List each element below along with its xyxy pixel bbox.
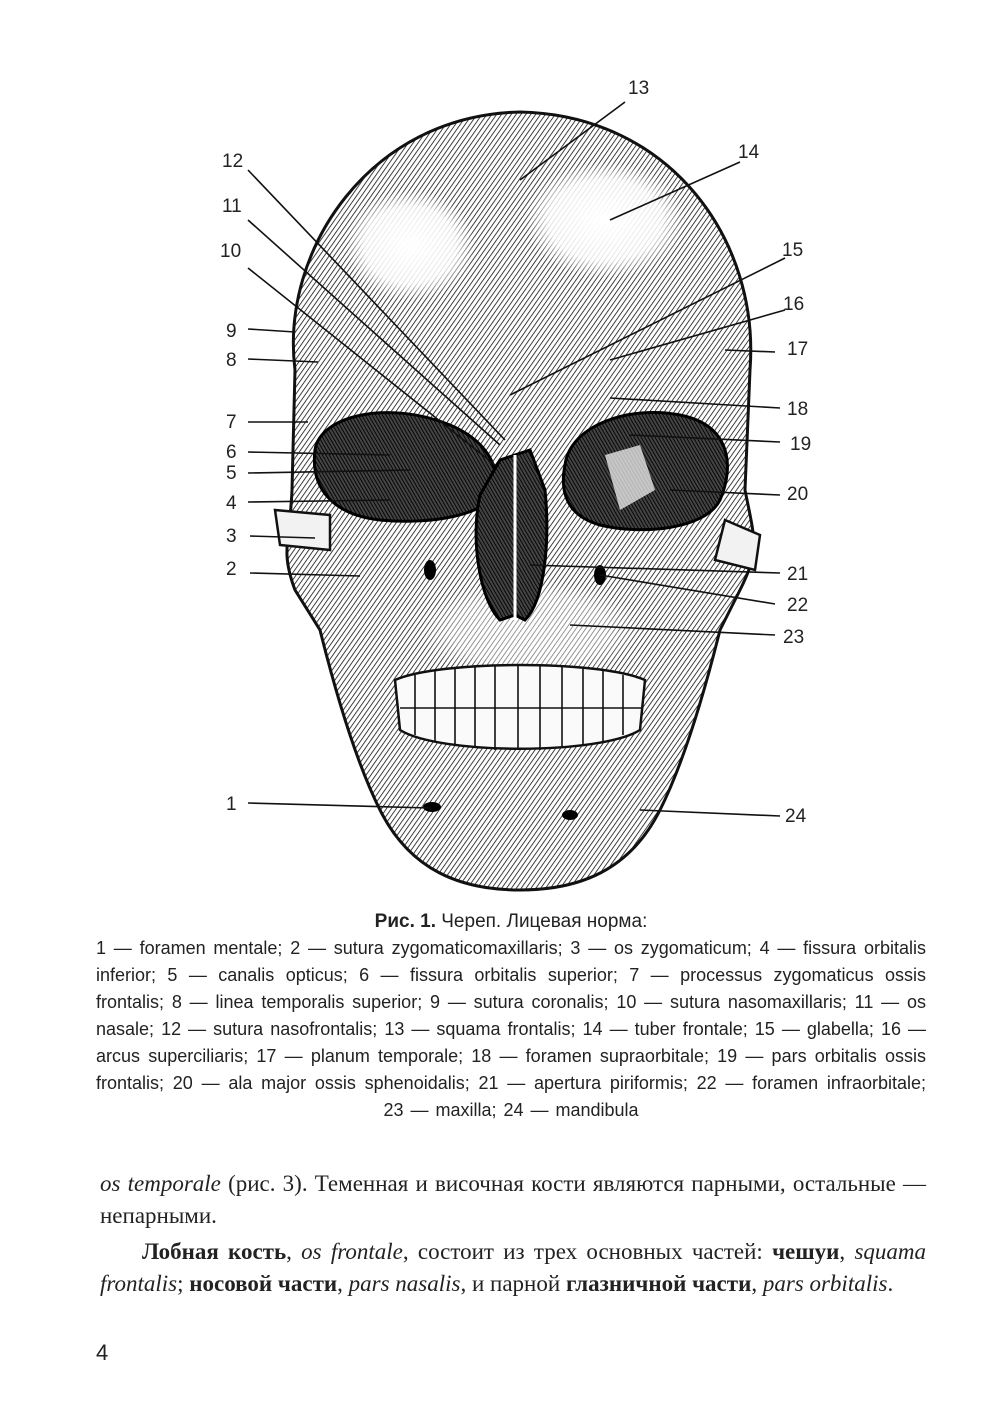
tuber-frontale-right [525,162,685,278]
foramen-infraorbitale-left [424,560,436,580]
text-fragment: , [839,1239,855,1264]
callout-19: 19 [790,434,812,455]
text-fragment: . [887,1271,894,1296]
foramen-mentale-left [423,802,441,812]
callout-18: 18 [787,399,809,420]
skull-figure [200,70,840,910]
text-fragment: , и парной [460,1271,566,1296]
callout-2: 2 [226,559,237,580]
callout-22: 22 [787,595,809,616]
skull-illustration [200,70,840,910]
zygomatic-left [275,510,330,550]
callout-15: 15 [782,240,804,261]
tuber-frontale-left [345,190,475,300]
callout-5: 5 [226,463,237,484]
callout-7: 7 [226,412,237,433]
caption-heading [96,908,926,935]
term-nosovoy-chasti: носовой части [189,1271,338,1296]
teeth [395,665,645,749]
term-squama-frontalis: squama frontalis [100,1239,926,1296]
term-pars-nasalis: pars nasalis [348,1271,461,1296]
text-fragment: , состоит из трех основных частей: [402,1239,773,1264]
body-text [100,1168,926,1300]
paragraph-1 [100,1168,926,1232]
callout-14: 14 [738,142,760,163]
callout-9: 9 [226,321,237,342]
foramen-mentale-right [562,810,578,820]
paragraph-1-text: (рис. 3). Теменная и височная кости являются парными, остальные — непарными. [100,1171,926,1228]
text-fragment: , [751,1271,763,1296]
callout-21: 21 [787,564,809,585]
term-glaznichnoy-chasti: глазничной части [565,1271,752,1296]
callout-17: 17 [787,339,809,360]
term-os-temporale: os temporale [100,1171,221,1196]
callout-6: 6 [226,442,237,463]
callout-24: 24 [785,806,807,827]
callout-4: 4 [226,493,237,514]
callout-16: 16 [783,294,805,315]
callout-8: 8 [226,350,237,371]
caption-legend: 1 — foramen mentale; 2 — sutura zygomaticomaxillaris; 3 — os zygomaticum; 4 — fissura orbitalis inferior; 5 — canalis opticus; 6 — fissura orbitalis superior; 7 — processus zygomaticus ossis frontalis; 8 — linea temporalis superior; 9 — sutura coronalis; 10 — sutura nasomaxillaris; 11 — os nasale; 12 — sutura nasofrontalis; 13 — squama frontalis; 14 — tuber frontale; 15 — glabella; 16 — arcus superciliaris; 17 — planum temporale; 18 — foramen supraorbitale; 19 — pars orbitalis ossis frontalis; 20 — ala major ossis sphenoidalis; 21 — apertura piriformis; 22 — foramen infraorbitale; 23 — maxilla; 24 — mandibula [96,938,926,1120]
term-lobnaya-kost: Лобная кость [142,1239,287,1264]
figure-caption [96,908,926,1124]
text-fragment: ; [177,1271,190,1296]
text-fragment: , [286,1239,302,1264]
callout-10: 10 [220,241,242,262]
callout-13: 13 [628,78,650,99]
callout-11: 11 [222,196,242,217]
figure-label: Рис. 1. [374,911,436,932]
figure-title: Череп. Лицевая норма: [441,911,648,932]
term-pars-orbitalis: pars orbitalis [762,1271,888,1296]
term-cheshui: чешуи [772,1239,840,1264]
term-os-frontale: os frontale [301,1239,403,1264]
callout-12: 12 [222,151,244,172]
page-number: 4 [96,1340,109,1365]
callout-1: 1 [226,794,237,815]
text-fragment: , [337,1271,349,1296]
paragraph-2 [100,1236,926,1300]
callout-20: 20 [787,484,809,505]
callout-23: 23 [783,627,805,648]
callout-3: 3 [226,526,237,547]
